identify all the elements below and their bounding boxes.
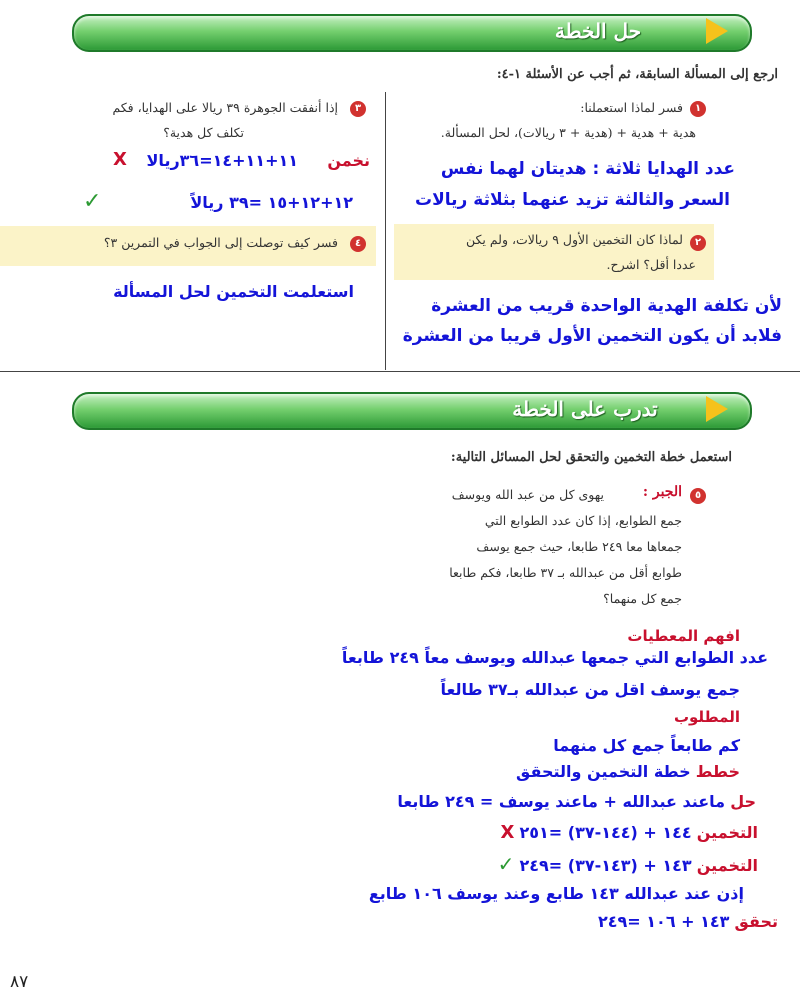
- guess2-label: التخمين: [696, 856, 758, 875]
- triangle-marker-icon: [706, 396, 728, 422]
- q2-answer-line1: لأن تكلفة الهدية الواحدة قريب من العشرة: [431, 296, 782, 316]
- q4-line1: فسر كيف توصلت إلى الجواب في التمرين ٣؟: [103, 235, 338, 250]
- solve-label: حل: [730, 792, 756, 811]
- column-divider: [385, 92, 386, 370]
- q5-line1: يهوى كل من عبد الله ويوسف: [451, 487, 604, 502]
- section1-instruction: ارجع إلى المسألة السابقة، ثم أجب عن الأسئلة ١-٤:: [496, 67, 778, 82]
- required-label: المطلوب: [673, 708, 740, 726]
- question-number-badge: ١: [690, 101, 706, 117]
- section1-title: حل الخطة: [554, 19, 642, 43]
- required-text: كم طابعاً جمع كل منهما: [553, 736, 740, 755]
- q3-guess2: ١٢+١٢+١٥ =٣٩ ريالاً: [190, 193, 353, 212]
- q1-line2: هدية + هدية + (هدية + ٣ ريالات)، لحل المسألة.: [440, 125, 696, 140]
- section-separator: [0, 371, 800, 372]
- check-mark-icon: ✓: [83, 189, 102, 214]
- q2-answer-line2: فلابد أن يكون التخمين الأول قريبا من العشرة: [402, 326, 782, 346]
- given-line2: جمع يوسف اقل من عبدالله بـ٣٧ طالعاً: [440, 680, 740, 699]
- verify-text: ١٤٣ + ١٠٦ =٢٤٩: [598, 912, 730, 931]
- q1-line1: فسر لماذا استعملنا:: [580, 100, 683, 115]
- q1-answer-line2: السعر والثالثة تزيد عنهما بثلاثة ريالات: [415, 190, 730, 210]
- question-number-badge: ٤: [350, 236, 366, 252]
- guess1-label: التخمين: [696, 823, 758, 842]
- conclusion-text: إذن عند عبدالله ١٤٣ طابع وعند يوسف ١٠٦ طابع: [368, 884, 744, 903]
- triangle-marker-icon: [706, 18, 728, 44]
- solve-text: ماعند عبدالله + ماعند يوسف = ٢٤٩ طابعا: [397, 792, 726, 811]
- q5-line3: جمعاها معا ٢٤٩ طابعا، حيث جمع يوسف: [476, 539, 682, 554]
- q3-guess-label: نخمن: [327, 151, 370, 170]
- q2-line2: عددا أقل؟ اشرح.: [606, 257, 696, 272]
- q3-line1: إذا أنفقت الجوهرة ٣٩ ريالا على الهدايا، فكم: [112, 100, 338, 115]
- q4-answer: استعلمت التخمين لحل المسألة: [113, 282, 354, 301]
- q2-line1: لماذا كان التخمين الأول ٩ ريالات، ولم يكن: [465, 232, 683, 247]
- section2-title: تدرب على الخطة: [512, 397, 658, 421]
- q1-answer-line1: عدد الهدايا ثلاثة : هديتان لهما نفس: [440, 159, 735, 179]
- q3-guess1: ١١+١١+١٤=٣٦ريالا: [146, 151, 298, 170]
- verify-label: تحقق: [734, 912, 778, 931]
- plan-label: خطط: [695, 762, 740, 781]
- question-number-badge: ٣: [350, 101, 366, 117]
- plan-line: [516, 762, 740, 781]
- q5-subject: الجبر :: [642, 484, 682, 500]
- guess1-text: ١٤٤ + (١٤٤-٣٧) =٢٥١: [519, 823, 692, 842]
- check-mark-icon: ✓: [497, 852, 515, 876]
- q5-line2: جمع الطوابع، إذا كان عدد الطوابع التي: [484, 513, 682, 528]
- q5-line5: جمع كل منهما؟: [603, 591, 682, 606]
- wrong-mark-icon: X: [500, 822, 515, 843]
- page-number: ٨٧: [10, 972, 29, 992]
- understand-label: افهم المعطيات: [627, 627, 740, 645]
- solve-line: [397, 792, 756, 811]
- guess2-line: [498, 852, 758, 876]
- given-line1: عدد الطوابع التي جمعها عبدالله ويوسف معاً ٢٤٩ طابعاً: [341, 648, 768, 667]
- section2-instruction: استعمل خطة التخمين والتحقق لحل المسائل التالية:: [450, 450, 732, 465]
- q3-line2: تكلف كل هدية؟: [163, 125, 244, 140]
- wrong-mark-icon: X: [113, 149, 127, 170]
- plan-text: خطة التخمين والتحقق: [516, 762, 691, 781]
- verify-line: [598, 912, 778, 931]
- guess1-line: [500, 822, 758, 843]
- guess2-text: ١٤٣ + (١٤٣-٣٧) =٢٤٩: [519, 856, 692, 875]
- question-number-badge: ٢: [690, 235, 706, 251]
- question-number-badge: ٥: [690, 488, 706, 504]
- q5-line4: طوابع أقل من عبدالله بـ ٣٧ طابعا، فكم طابعا: [449, 565, 682, 580]
